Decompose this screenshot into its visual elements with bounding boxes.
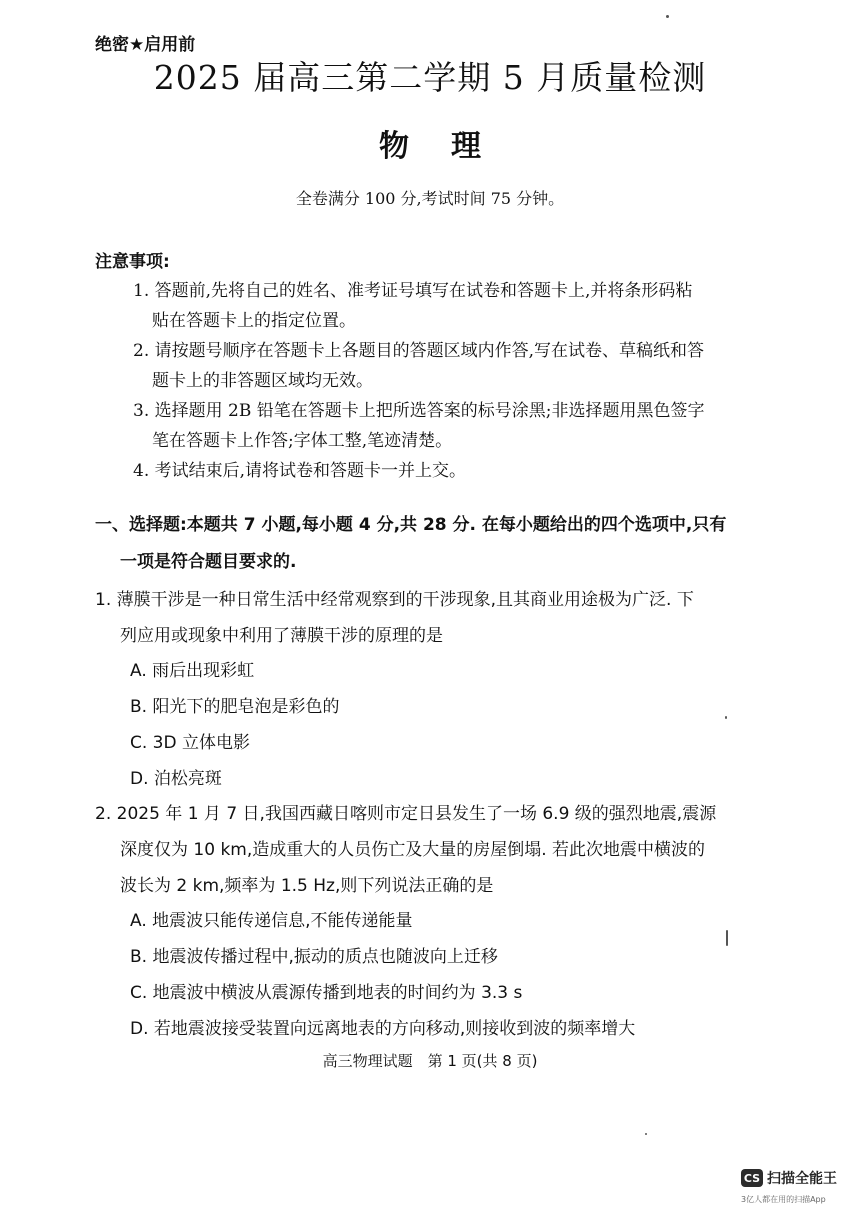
question-2-stem: 深度仅为 10 km,造成重大的人员伤亡及大量的房屋倒塌. 若此次地震中横波的	[120, 840, 706, 860]
scan-speck	[726, 930, 728, 946]
notice-line: 题卡上的非答题区域均无效。	[152, 371, 373, 391]
scan-speck	[645, 1133, 647, 1135]
exam-title: 2025 届高三第二学期 5 月质量检测	[153, 58, 707, 97]
scan-speck	[725, 716, 727, 719]
question-2-option-d: D. 若地震波接受装置向远离地表的方向移动,则接收到波的频率增大	[130, 1019, 636, 1039]
notice-line: 4. 考试结束后,请将试卷和答题卡一并上交。	[133, 461, 467, 481]
question-1-option-d: D. 泊松亮斑	[130, 769, 222, 789]
scanner-name: 扫描全能王	[767, 1171, 837, 1187]
notice-line: 笔在答题卡上作答;字体工整,笔迹清楚。	[152, 431, 453, 451]
notice-line: 贴在答题卡上的指定位置。	[152, 311, 356, 331]
notice-line: 3. 选择题用 2B 铅笔在答题卡上把所选答案的标号涂黑;非选择题用黑色签字	[133, 401, 705, 421]
page-footer: 高三物理试题 第 1 页(共 8 页)	[322, 1052, 538, 1070]
question-2-stem: 2. 2025 年 1 月 7 日,我国西藏日喀则市定日县发生了一场 6.9 级的强烈地震,震源	[95, 804, 717, 824]
question-1-option-a: A. 雨后出现彩虹	[130, 661, 255, 681]
exam-info: 全卷满分 100 分,考试时间 75 分钟。	[295, 189, 565, 208]
secret-label: 绝密★启用前	[95, 35, 196, 55]
question-2-option-b: B. 地震波传播过程中,振动的质点也随波向上迁移	[130, 947, 498, 967]
notice-line: 1. 答题前,先将自己的姓名、准考证号填写在试卷和答题卡上,并将条形码粘	[133, 281, 693, 301]
scanner-logo	[741, 1168, 837, 1188]
question-1-stem: 1. 薄膜干涉是一种日常生活中经常观察到的干涉现象,且其商业用途极为广泛. 下	[95, 590, 694, 610]
question-2-option-a: A. 地震波只能传递信息,不能传递能量	[130, 911, 413, 931]
scan-speck	[666, 15, 669, 18]
question-1-option-b: B. 阳光下的肥皂泡是彩色的	[130, 697, 340, 717]
subject-title: 物理	[379, 129, 523, 164]
notice-line: 2. 请按题号顺序在答题卡上各题目的答题区域内作答,写在试卷、草稿纸和答	[133, 341, 705, 361]
cs-logo-icon: CS	[741, 1169, 763, 1187]
question-1-option-c: C. 3D 立体电影	[130, 733, 250, 753]
question-1-stem: 列应用或现象中利用了薄膜干涉的原理的是	[120, 626, 443, 646]
section-heading: 一、选择题:本题共 7 小题,每小题 4 分,共 28 分. 在每小题给出的四个选项中,只有	[95, 515, 727, 535]
question-2-stem: 波长为 2 km,频率为 1.5 Hz,则下列说法正确的是	[120, 876, 494, 896]
question-2-option-c: C. 地震波中横波从震源传播到地表的时间约为 3.3 s	[130, 983, 523, 1003]
scanner-tagline: 3亿人都在用的扫描App	[741, 1195, 826, 1204]
section-heading-cont: 一项是符合题目要求的.	[120, 552, 297, 572]
notice-heading: 注意事项:	[95, 252, 170, 272]
